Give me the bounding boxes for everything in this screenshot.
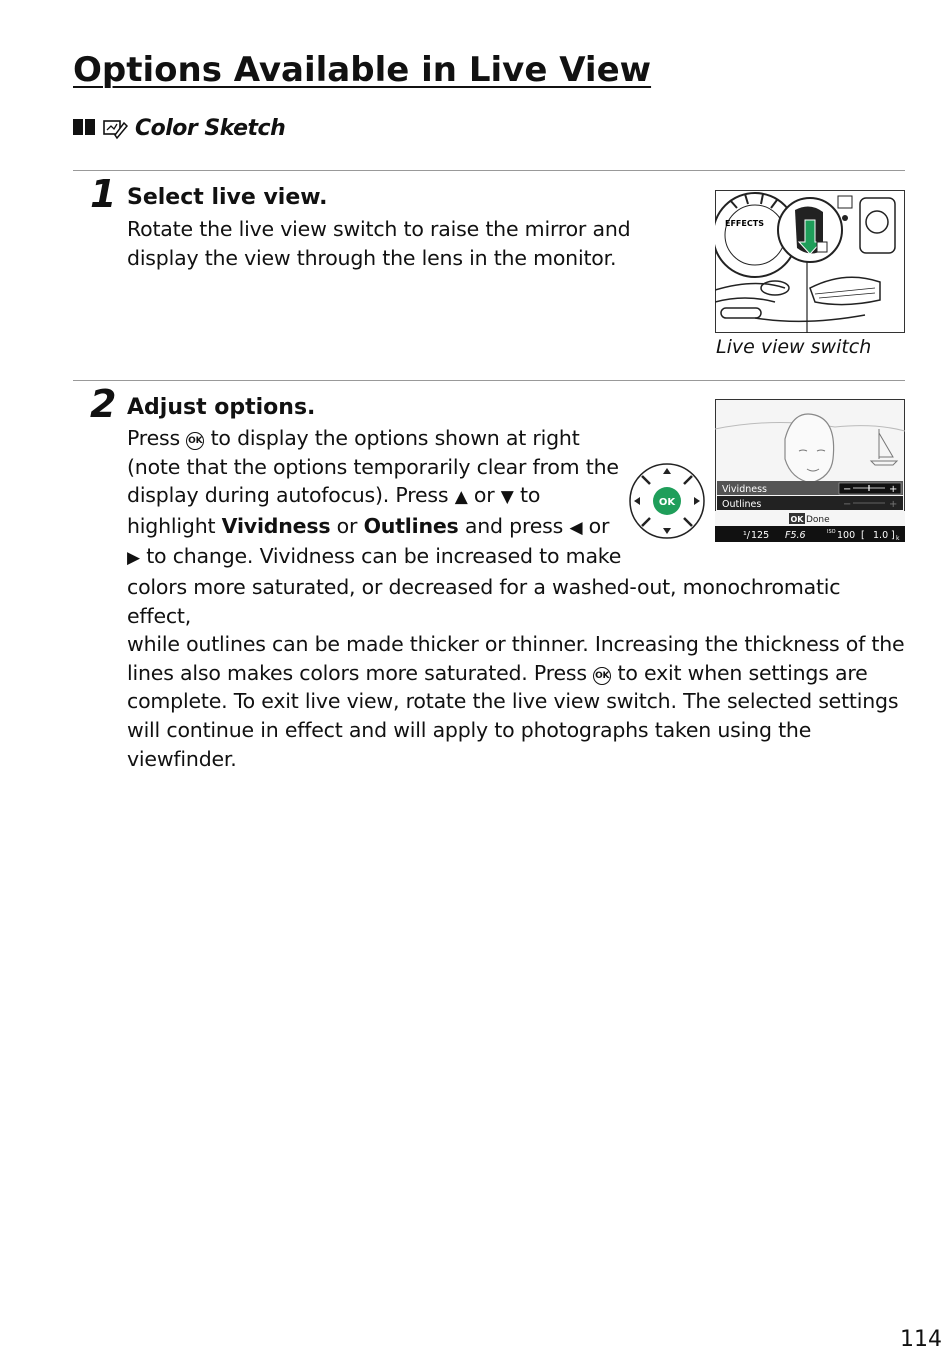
figure-caption: Live view switch [716, 336, 872, 358]
divider [73, 170, 905, 171]
page-number: 114 [900, 1327, 942, 1352]
remaining-unit: k [896, 535, 900, 542]
section-heading [73, 116, 285, 141]
color-sketch-icon [103, 118, 129, 140]
step-heading: Adjust options. [127, 395, 316, 420]
done-label: Done [806, 515, 830, 525]
outlines-term: Outlines [363, 513, 459, 538]
section-title: Color Sketch [135, 116, 286, 141]
arrow-up-icon: ▲ [454, 487, 468, 508]
arrow-left-icon: ◀ [569, 517, 583, 538]
vividness-term: Vividness [221, 513, 331, 538]
svg-text:]: ] [891, 530, 895, 541]
multi-selector-illustration [628, 462, 706, 540]
svg-text:[: [ [861, 530, 865, 541]
arrow-right-icon: ▶ [127, 548, 140, 569]
arrow-down-icon: ▼ [500, 487, 514, 508]
svg-text:¹/: ¹/ [743, 530, 751, 541]
vividness-option: Vividness [722, 484, 767, 495]
aperture: F5.6 [785, 530, 806, 541]
svg-text:+: + [889, 484, 898, 495]
camera-live-view-switch-illustration [715, 190, 905, 333]
iso-value: 100 [837, 530, 856, 541]
step-text: Press OK to display the options shown at right (note that the options temporarily clear from the display during autofocus). Press ▲ or ▼ to highlight Vividness or Outlines and press ◀ or ▶ to change. Vividness can be increased to make colors more saturated, or decreased for a washed-out, monochromatic effect, while outlines can be made thicker or thinner. Increasing the thickness of the lines also makes colors more saturated. Press OK to exit when settings are complete. To exit live view, rotate the live view switch. The selected settings will continue in effect and will apply to photographs taken using the viewfinder. [127, 426, 905, 771]
dial-label: EFFECTS [725, 219, 764, 228]
step-heading: Select live view. [127, 185, 328, 210]
svg-text:ISO: ISO [827, 529, 836, 535]
svg-text:−: − [843, 484, 852, 495]
section-bullet-icon [73, 116, 97, 141]
svg-text:+: + [889, 499, 898, 510]
step-number: 1 [90, 172, 117, 216]
remaining-exposures: 1.0 [873, 530, 889, 541]
divider [73, 380, 905, 381]
ok-badge: OK [790, 515, 804, 524]
page-title: Options Available in Live View [73, 50, 652, 90]
shutter-speed: 125 [751, 530, 770, 541]
step-number: 2 [90, 382, 117, 426]
ok-button-label: OK [658, 497, 676, 508]
outlines-option: Outlines [722, 499, 762, 510]
monitor-screen-illustration [715, 399, 905, 542]
ok-button-icon: OK [186, 432, 204, 450]
svg-text:−: − [843, 499, 852, 510]
step-text: Rotate the live view switch to raise the mirror and display the view through the lens in the monitor. [127, 217, 631, 270]
ok-button-icon: OK [593, 667, 611, 685]
